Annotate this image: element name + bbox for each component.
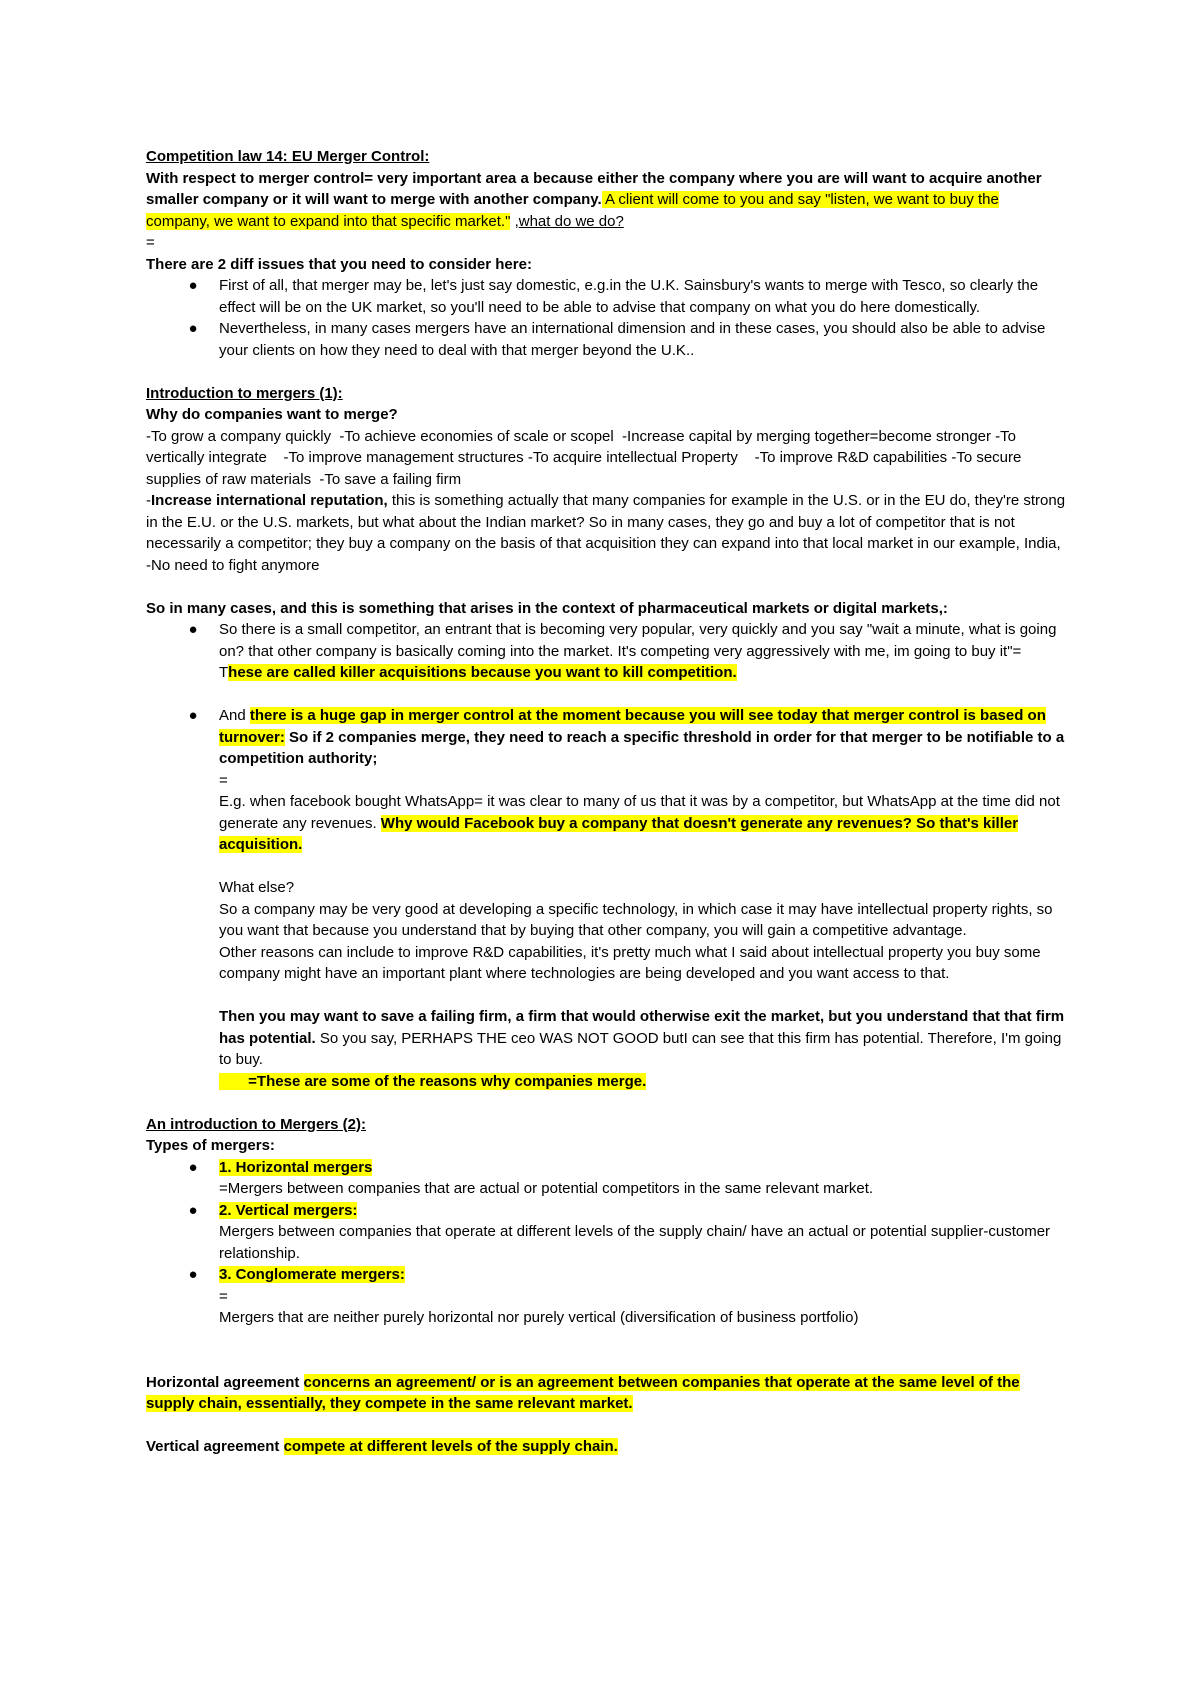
list-item [146, 705, 1066, 770]
reasons-summary [146, 1071, 1066, 1093]
what-else-text: What else? [219, 879, 295, 896]
bullet-icon: ● [188, 1201, 198, 1219]
technology-paragraph: So a company may be very good at developing a specific technology, in which case it may have intellectual property rights, so you want that because you understand that by buying that other company, you will gain a competitive advantage. [219, 900, 1053, 939]
bullet-icon: ● [188, 320, 198, 337]
gap-prefix: And [219, 707, 250, 724]
rd-paragraph: Other reasons can include to improve R&D capabilities, it's pretty much what I said about intellectual property you buy some company might have an important plant where technologies are being developed and you want access to that. [219, 943, 1041, 982]
type-description: Mergers that are neither purely horizontal nor purely vertical (diversification of business portfolio) [219, 1309, 859, 1326]
failing-firm-text: So you say, PERHAPS THE ceo WAS NOT GOOD butI can see that this firm has potential. Therefore, I'm going to buy. [219, 1029, 1062, 1068]
type-description: =Mergers between companies that are actual or potential competitors in the same relevant market. [219, 1180, 874, 1197]
vertical-agreement-paragraph [146, 1436, 1066, 1458]
intro-bold-text: With respect to merger control= very important area a because either the company where you are will want to acquire another smaller company or it will want to merge with another company. [146, 169, 1042, 208]
types-heading: Types of mergers: [146, 1137, 275, 1154]
section1-heading: Introduction to mergers (1): [146, 384, 343, 402]
types-list [146, 1157, 1066, 1329]
facebook-text: E.g. when facebook bought WhatsApp= it was clear to many of us that it was by a competitor, but WhatsApp at the time did not generate any revenues. [219, 793, 1060, 832]
list-item [146, 1157, 1066, 1200]
type-label: 2. Vertical mergers: [219, 1201, 358, 1219]
vertical-agreement-highlight: compete at different levels of the supply chain. [283, 1438, 618, 1455]
facebook-paragraph [146, 791, 1066, 856]
issue-text: First of all, that merger may be, let's just say domestic, e.g.in the U.K. Sainsbury's wants to merge with Tesco, so clearly the effect will be on the UK market, so you'll need to be able to advise that company on what you do here domestically. [219, 277, 1039, 316]
no-fight-text: -No need to fight anymore [146, 556, 320, 574]
vertical-agreement-label: Vertical agreement [146, 1438, 284, 1455]
equals-line: = [219, 1287, 228, 1305]
issues-heading: There are 2 diff issues that you need to consider here: [146, 255, 532, 273]
intro-highlight-text: A client will come to you and say "listen, we want to buy the company, we want to expand into that specific market." [146, 191, 999, 230]
document-page [146, 146, 1066, 1458]
type-label: 1. Horizontal mergers [219, 1158, 373, 1176]
horizontal-agreement-label: Horizontal agreement [146, 1373, 304, 1391]
list-item [146, 1264, 1066, 1329]
horizontal-agreement-paragraph [146, 1372, 1066, 1415]
gap-bold: So if 2 companies merge, they need to reach a specific threshold in order for that merger to be notifiable to a competition authority; [219, 728, 1065, 767]
intro-question: what do we do? [518, 212, 624, 230]
failing-firm-paragraph [146, 1006, 1066, 1071]
list-item [146, 275, 1066, 318]
killer-heading: So in many cases, and this is something that arises in the context of pharmaceutical markets or digital markets,: [146, 599, 948, 617]
reasons-text: -To grow a company quickly -To achieve economies of scale or scopel -Increase capital by merging together=become stronger -To vertically integrate -To improve management structures -To acquire intellectual Property -To improve R&D capabilities -To secure supplies of raw materials -To save a failing firm [146, 427, 1026, 488]
list-item [146, 619, 1066, 684]
section2-heading: An introduction to Mergers (2): [146, 1115, 366, 1133]
gap-highlight: there is a huge gap in merger control at the moment because you will see today that merger control is based on turnover: [219, 707, 1046, 746]
section1-question: Why do companies want to merge? [146, 406, 398, 423]
killer-item-highlight: hese are called killer acquisitions because you want to kill competition. [228, 664, 737, 681]
international-text: this is something actually that many companies for example in the U.S. or in the EU do, they're strong in the E.U. or the U.S. markets, but what about the Indian market? So in many cases, they go and buy a lot of competitor that is not necessarily a competitor; they buy a company on the basis of that acquisition they can expand into that local market in our example, India, [146, 492, 1066, 552]
horizontal-agreement-highlight: concerns an agreement/ or is an agreement between companies that operate at the same level of the supply chain, essentially, they compete in the same relevant market. [146, 1373, 1020, 1412]
list-item [146, 318, 1066, 361]
killer-list [146, 619, 1066, 684]
bullet-icon: ● [188, 1158, 198, 1176]
killer-item-text: So there is a small competitor, an entrant that is becoming very popular, very quickly and you say "wait a minute, what is going on? that other company is basically coming into the market. It's competing very aggressively with me, im going to buy it"= T [219, 621, 1057, 681]
gap-list [146, 705, 1066, 770]
type-description: Mergers between companies that operate at different levels of the supply chain/ have an actual or potential supplier-customer relationship. [219, 1223, 1051, 1262]
facebook-highlight: Why would Facebook buy a company that doesn't generate any revenues? So that's killer acquisition. [219, 814, 1019, 853]
bullet-icon: ● [188, 277, 198, 294]
page-title: Competition law 14: EU Merger Control: [146, 148, 430, 165]
equals-line: = [219, 771, 228, 789]
bullet-icon: ● [188, 1266, 198, 1283]
intro-rest-prefix: , [510, 212, 519, 230]
international-bold: Increase international reputation, [151, 492, 388, 509]
list-item [146, 1200, 1066, 1265]
intro-paragraph [146, 168, 1066, 233]
dash: - [146, 492, 151, 509]
bullet-icon: ● [188, 707, 198, 724]
bullet-icon: ● [188, 621, 198, 638]
equals-line: = [146, 234, 155, 251]
issue-text: Nevertheless, in many cases mergers have an international dimension and in these cases, you should also be able to advise your clients on how they need to deal with that merger beyond the U.K.. [219, 320, 1046, 359]
failing-firm-bold: Then you may want to save a failing firm, a firm that would otherwise exit the market, but you understand that that firm has potential. [219, 1008, 1065, 1047]
international-paragraph [146, 490, 1066, 555]
reasons-summary-highlight: =These are some of the reasons why companies merge. [219, 1072, 647, 1090]
type-label: 3. Conglomerate mergers: [219, 1266, 405, 1283]
issues-list [146, 275, 1066, 361]
